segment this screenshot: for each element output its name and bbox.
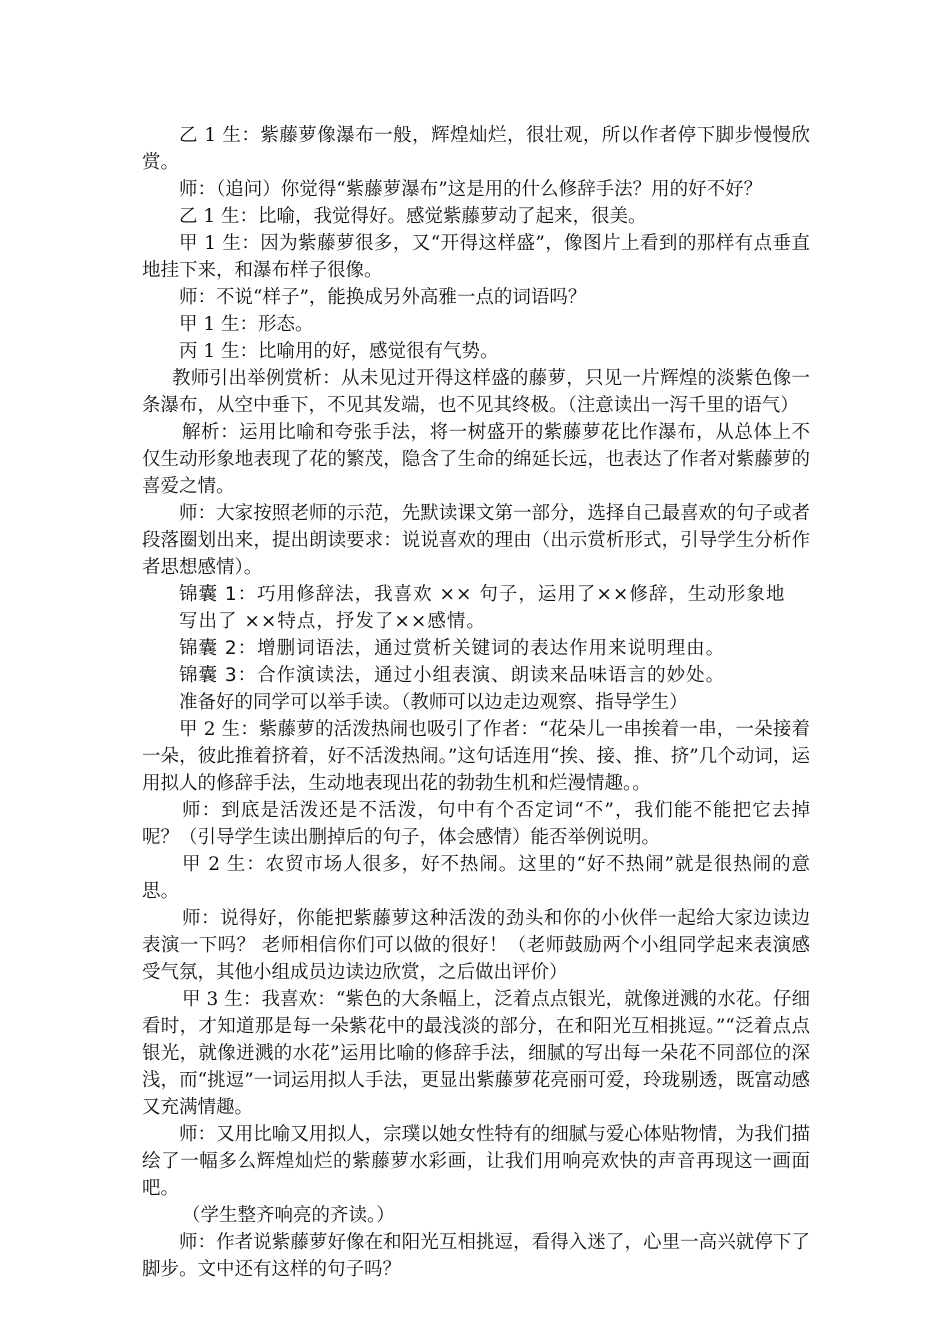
- paragraph: 甲 2 生：农贸市场人很多，好不热闹。这里的“好不热闹”就是很热闹的意思。: [142, 854, 810, 902]
- paragraph: 甲 1 生：形态。: [179, 314, 314, 335]
- document-body: [142, 122, 810, 1283]
- tip-paragraph: 锦囊 2：增删词语法，通过赏析关键词的表达作用来说明理由。: [179, 638, 726, 659]
- paragraph: 师：作者说紫藤萝好像在和阳光互相挑逗，看得入迷了，心里一高兴就停下了脚步。文中还有这样的句子吗？: [142, 1232, 810, 1280]
- tip-paragraph: 写出了 ××特点，抒发了××感情。: [179, 611, 486, 632]
- paragraph: 乙 1 生：比喻，我觉得好。感觉紫藤萝动了起来，很美。: [179, 206, 647, 227]
- paragraph: 师：又用比喻又用拟人，宗璞以她女性特有的细腻与爱心体贴物情，为我们描绘了一幅多么辉煌灿烂的紫藤萝水彩画，让我们用响亮欢快的声音再现这一画面吧。: [142, 1124, 810, 1199]
- paragraph: 解析：运用比喻和夸张手法，将一树盛开的紫藤萝花比作瀑布，从总体上不仅生动形象地表现了花的繁茂，隐含了生命的绵延长远，也表达了作者对紫藤萝的喜爱之情。: [142, 422, 810, 497]
- paragraph: 师：（追问）你觉得“紫藤萝瀑布”这是用的什么修辞手法？用的好不好？: [179, 179, 763, 200]
- paragraph: 师：到底是活泼还是不活泼，句中有个否定词“不”，我们能不能把它去掉呢？（引导学生读出删掉后的句子，体会感情）能否举例说明。: [142, 800, 810, 848]
- paragraph: 甲 2 生：紫藤萝的活泼热闹也吸引了作者：“花朵儿一串挨着一串，一朵接着一朵，彼此推着挤着，好不活泼热闹。”这句话连用“挨、接、推、挤”几个动词，运用拟人的修辞手法，生动地表现出花的勃勃生机和烂漫情趣。。: [142, 719, 810, 794]
- tip-paragraph: 锦囊 1：巧用修辞法，我喜欢 ×× 句子，运用了××修辞，生动形象地: [179, 584, 786, 605]
- paragraph: 准备好的同学可以举手读。（教师可以边走边观察、指导学生）: [179, 692, 688, 713]
- paragraph: 师：说得好，你能把紫藤萝这种活泼的劲头和你的小伙伴一起给大家边读边表演一下吗？ 老师相信你们可以做的很好！（老师鼓励两个小组同学起来表演感受气氛，其他小组成员边读边欣赏，之后做出评价）: [142, 908, 810, 983]
- tip-paragraph: 锦囊 3：合作演读法，通过小组表演、朗读来品味语言的妙处。: [179, 665, 726, 686]
- paragraph: 师：不说“样子”，能换成另外高雅一点的词语吗？: [179, 287, 587, 308]
- paragraph: 丙 1 生：比喻用的好，感觉很有气势。: [179, 341, 499, 362]
- paragraph: 甲 3 生：我喜欢：“紫色的大条幅上，泛着点点银光，就像迸溅的水花。仔细看时，才知道那是每一朵紫花中的最浅淡的部分，在和阳光互相挑逗。”“泛着点点银光，就像迸溅的水花”运用比喻的修辞手法，细腻的写出每一朵花不同部位的深浅，而“挑逗”一词运用拟人手法，更显出紫藤萝花亮丽可爱，玲珑剔透，既富动感又充满情趣。: [142, 989, 810, 1118]
- paragraph: 师：大家按照老师的示范，先默读课文第一部分，选择自己最喜欢的句子或者段落圈划出来，提出朗读要求：说说喜欢的理由（出示赏析形式，引导学生分析作者思想感情）。: [142, 503, 810, 578]
- paragraph: 教师引出举例赏析：从未见过开得这样盛的藤萝，只见一片辉煌的淡紫色像一条瀑布，从空中垂下，不见其发端，也不见其终极。（注意读出一泻千里的语气）: [142, 368, 810, 416]
- paragraph: （学生整齐响亮的齐读。）: [182, 1205, 395, 1226]
- paragraph: 乙 1 生：紫藤萝像瀑布一般，辉煌灿烂，很壮观，所以作者停下脚步慢慢欣赏。: [142, 125, 810, 173]
- paragraph: 甲 1 生：因为紫藤萝很多，又“开得这样盛”，像图片上看到的那样有点垂直地挂下来，和瀑布样子很像。: [142, 233, 810, 281]
